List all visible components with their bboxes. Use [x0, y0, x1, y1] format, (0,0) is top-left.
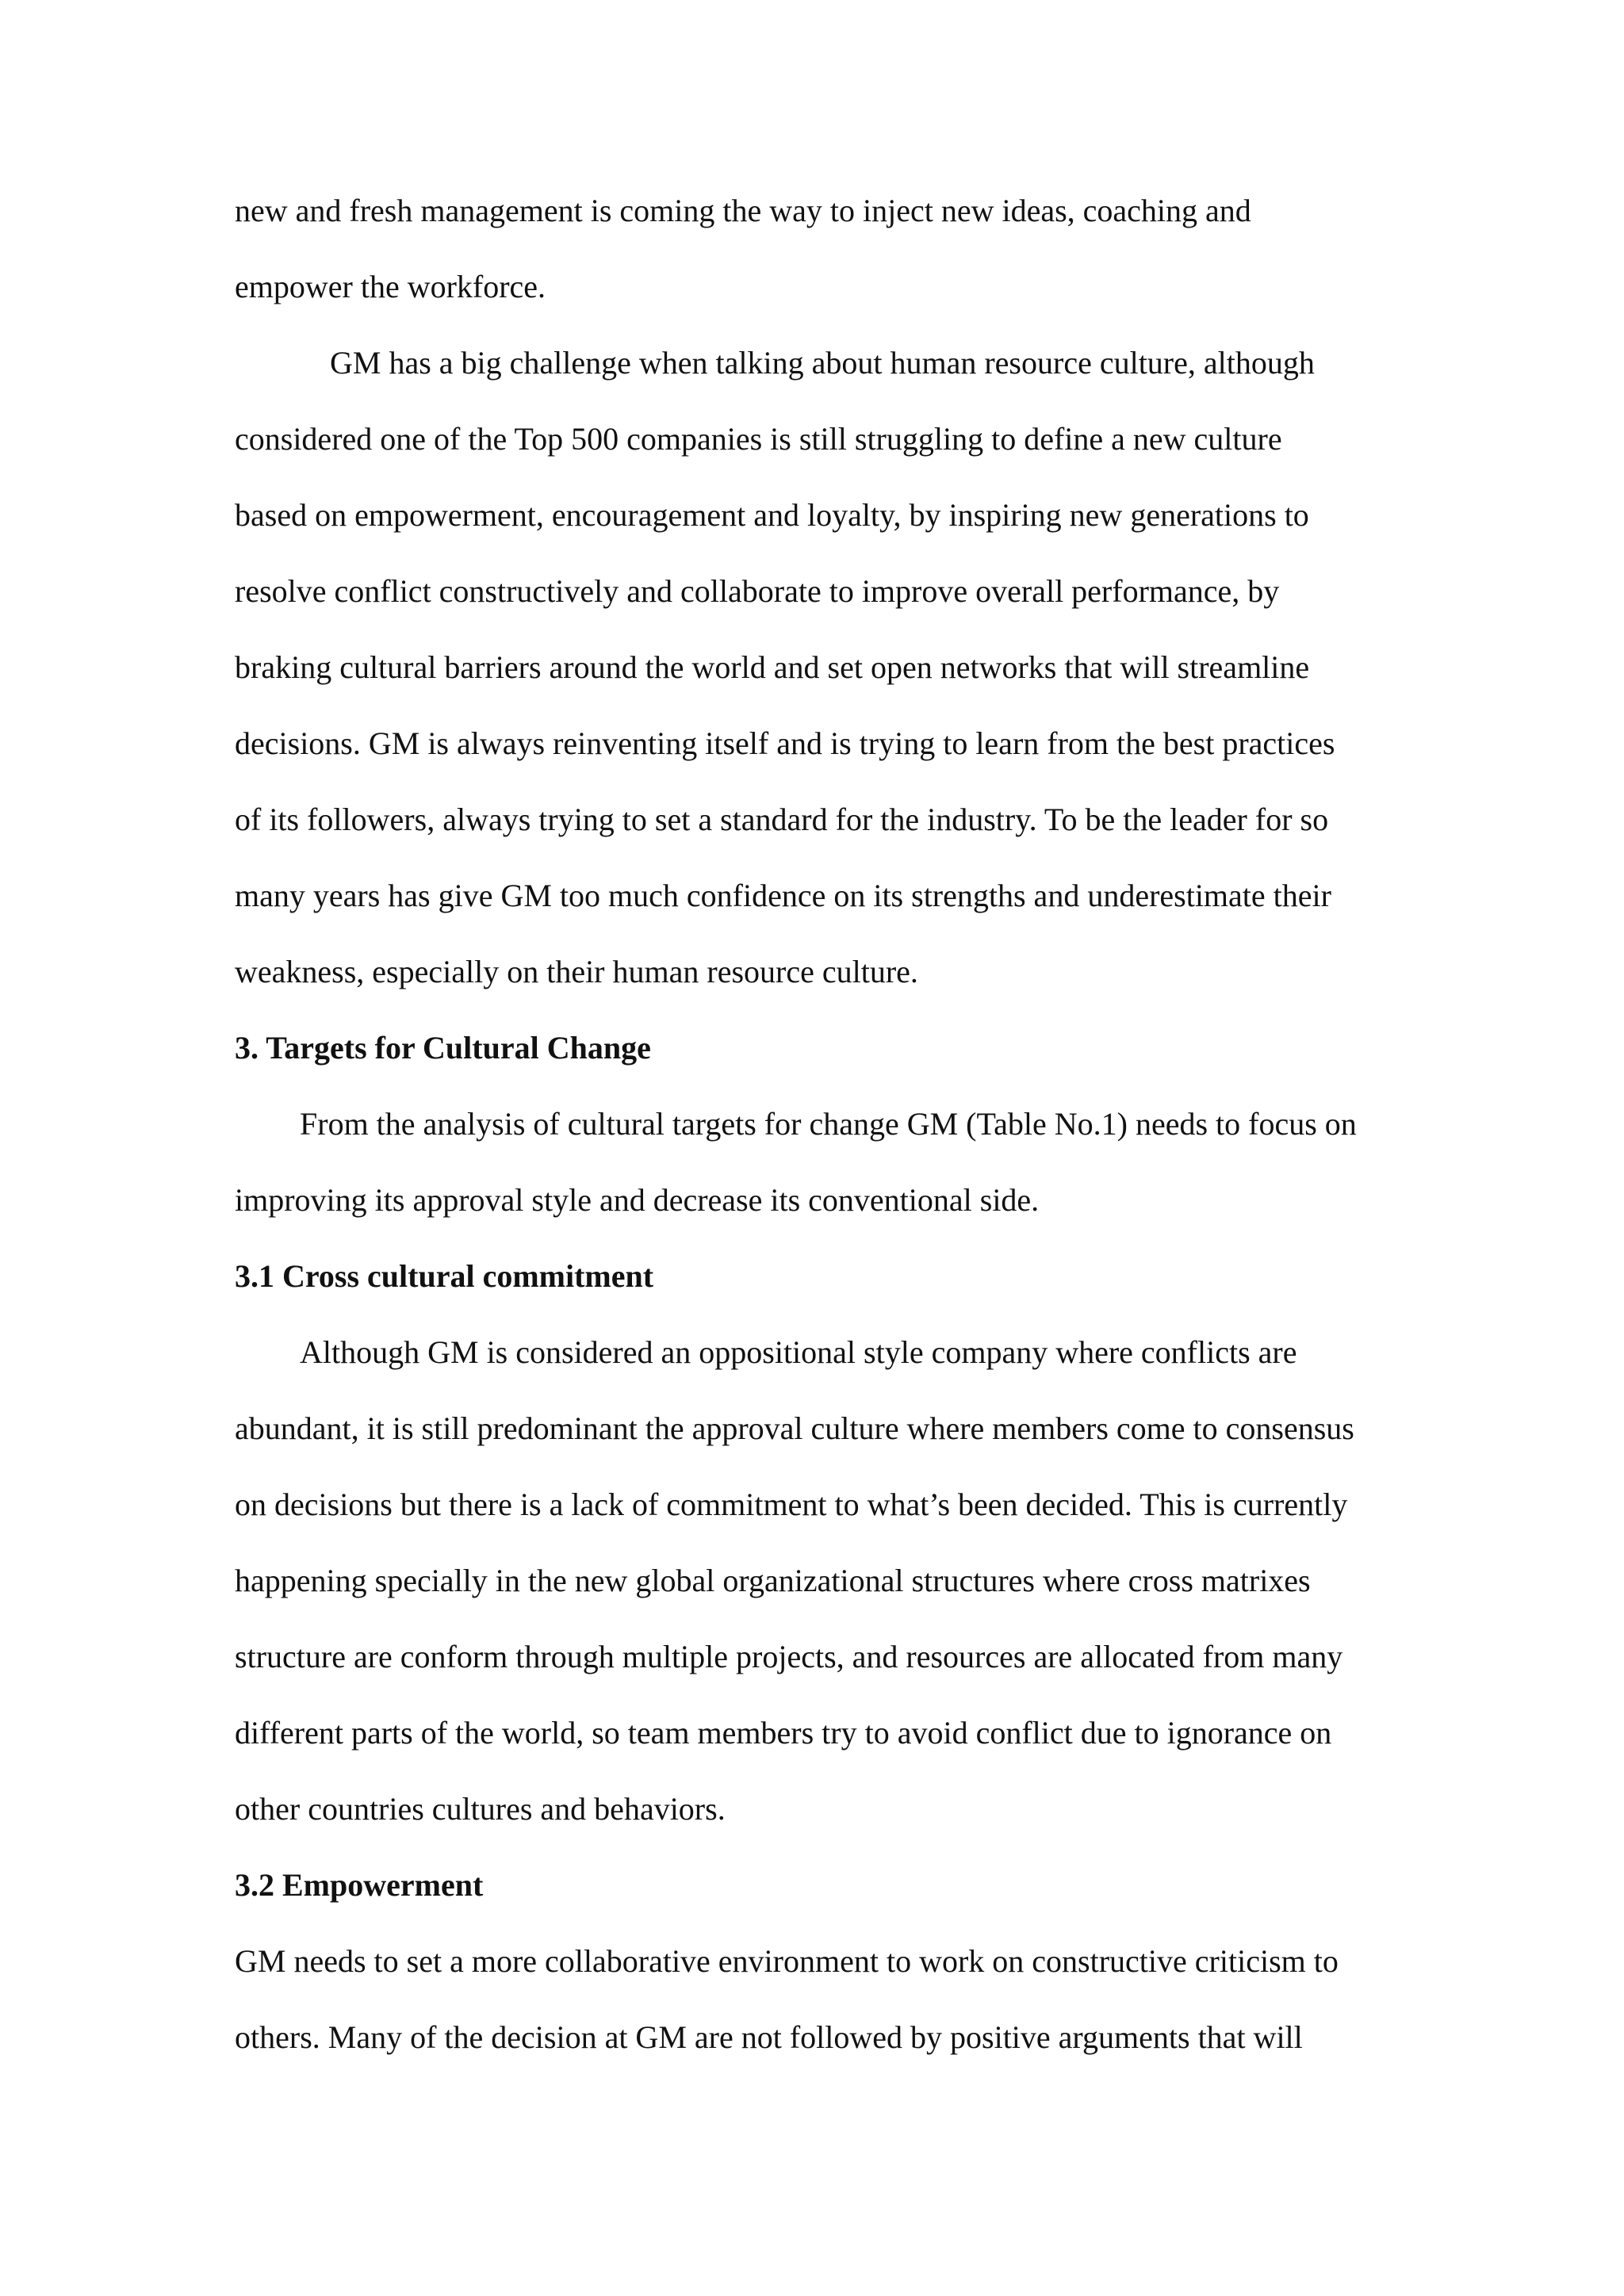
body-text-line: improving its approval style and decrease its conventional side. — [235, 1182, 1040, 1218]
paragraph-first-line: GM has a big challenge when talking about human resource culture, although — [330, 345, 1315, 381]
body-text-line: structure are conform through multiple projects, and resources are allocated from many — [235, 1639, 1343, 1674]
body-text-line: empower the workforce. — [235, 269, 546, 304]
subsection-heading: 3.2 Empowerment — [235, 1867, 484, 1903]
body-text-line: braking cultural barriers around the world and set open networks that will streamline — [235, 649, 1310, 685]
section-heading: 3. Targets for Cultural Change — [235, 1030, 651, 1066]
body-text-line: of its followers, always trying to set a standard for the industry. To be the leader for so — [235, 802, 1329, 837]
body-text-line: other countries cultures and behaviors. — [235, 1791, 726, 1827]
body-text-line: on decisions but there is a lack of commitment to what’s been decided. This is currently — [235, 1487, 1348, 1522]
body-text-line: others. Many of the decision at GM are not followed by positive arguments that will — [235, 2019, 1303, 2055]
body-text-line: weakness, especially on their human resource culture. — [235, 954, 918, 989]
body-text-line: happening specially in the new global organizational structures where cross matrixes — [235, 1563, 1311, 1598]
body-text-line: based on empowerment, encouragement and loyalty, by inspiring new generations to — [235, 497, 1309, 533]
paragraph-first-line: Although GM is considered an oppositional style company where conflicts are — [300, 1334, 1297, 1370]
body-text-line: GM needs to set a more collaborative environment to work on constructive criticism to — [235, 1943, 1339, 1979]
body-text-line: decisions. GM is always reinventing itself and is trying to learn from the best practices — [235, 725, 1335, 761]
body-text-line: resolve conflict constructively and collaborate to improve overall performance, by — [235, 573, 1280, 609]
body-text-line: abundant, it is still predominant the approval culture where members come to consensus — [235, 1410, 1354, 1446]
subsection-heading: 3.1 Cross cultural commitment — [235, 1258, 654, 1294]
body-text-line: considered one of the Top 500 companies is still struggling to define a new culture — [235, 421, 1282, 457]
body-text-line: new and fresh management is coming the way to inject new ideas, coaching and — [235, 193, 1251, 228]
body-text-line: many years has give GM too much confidence on its strengths and underestimate their — [235, 878, 1331, 913]
body-text-line: different parts of the world, so team members try to avoid conflict due to ignorance on — [235, 1715, 1332, 1751]
paragraph-first-line: From the analysis of cultural targets for change GM (Table No.1) needs to focus on — [300, 1106, 1357, 1142]
